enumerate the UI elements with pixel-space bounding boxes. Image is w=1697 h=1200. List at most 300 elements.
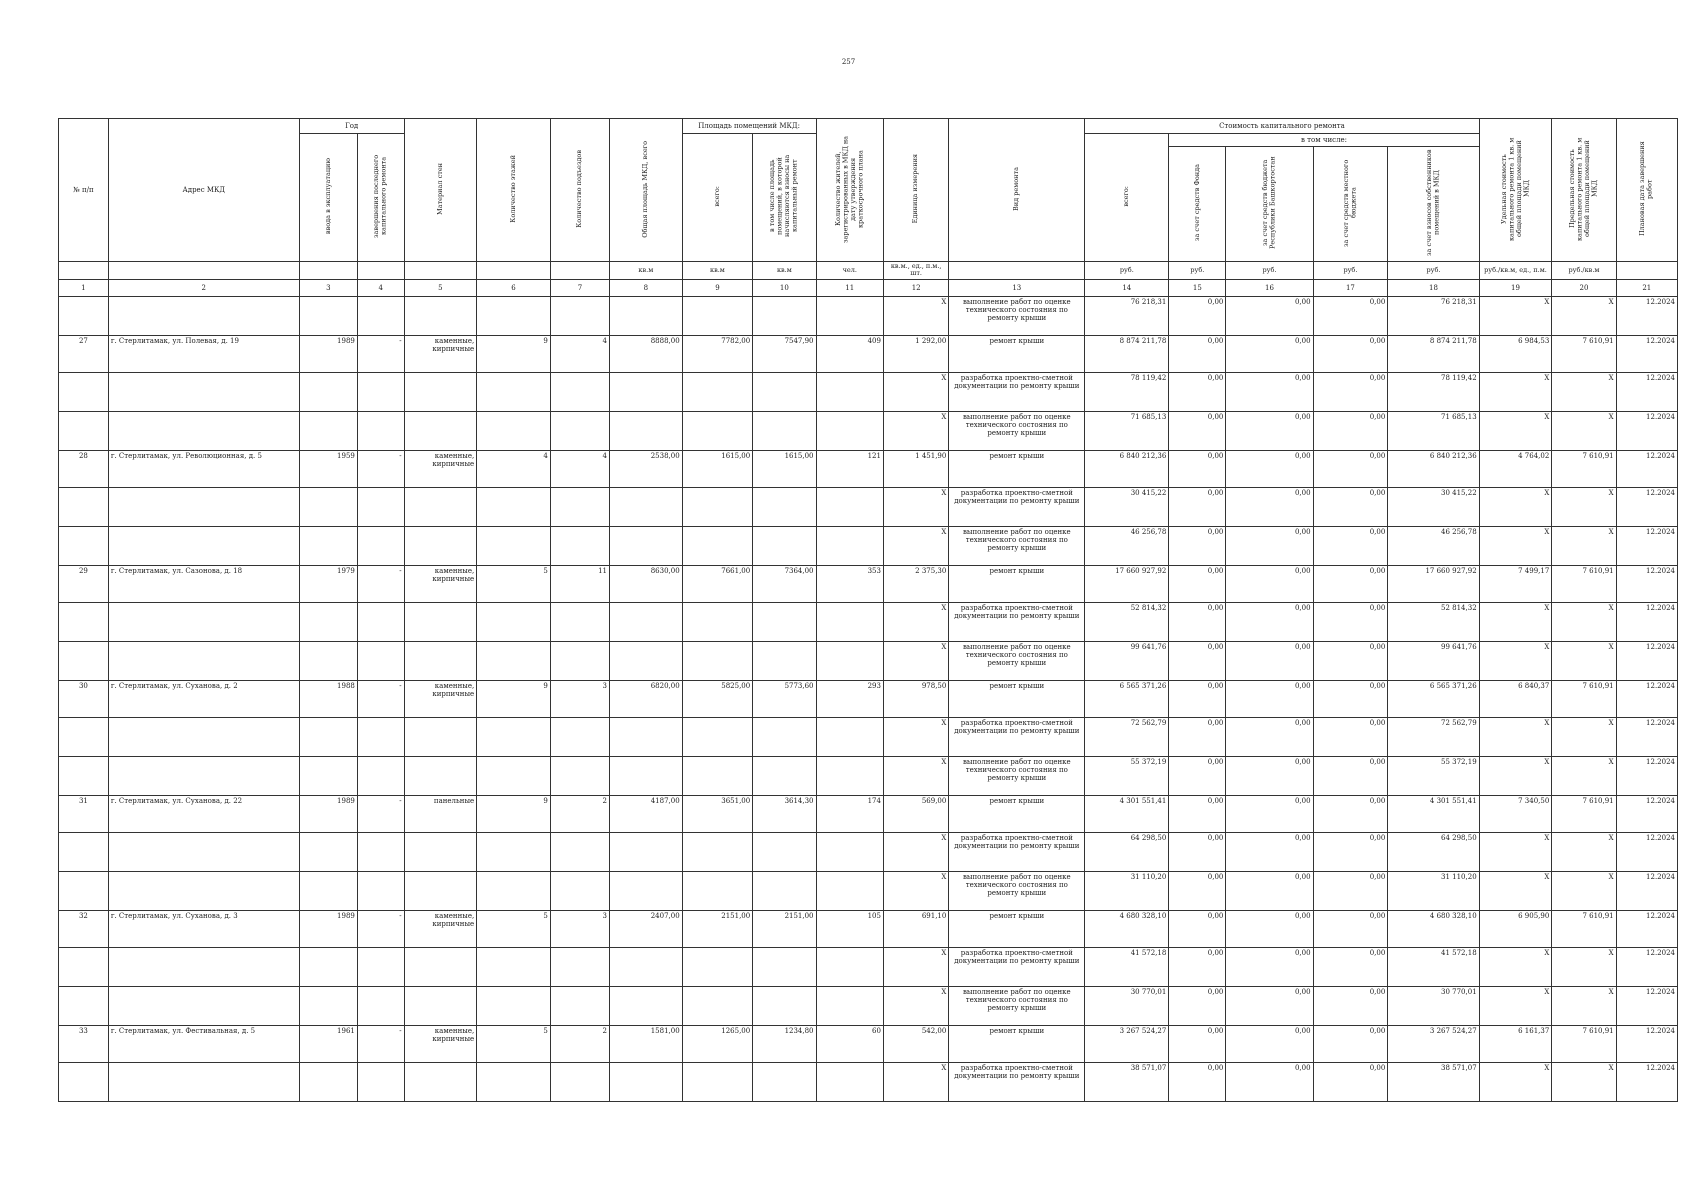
cost-owners-cell: 52 814,32 (1388, 602, 1479, 641)
total-area-cell (610, 411, 683, 450)
unit-volume-cell: X (883, 832, 948, 871)
floors-cell: 5 (477, 1025, 551, 1062)
cost-local-cell: 0,00 (1313, 602, 1388, 641)
cost-republic-cell: 0,00 (1226, 795, 1313, 832)
unit-cost-cell: X (1479, 411, 1552, 450)
floors-cell (477, 487, 551, 526)
cost-local-cell: 0,00 (1313, 910, 1388, 947)
col-local-header: за счет средств местного бюджета (1313, 147, 1388, 262)
plan-date-cell: 12.2024 (1616, 411, 1677, 450)
limit-cost-cell: X (1552, 756, 1616, 795)
col-year-header: Год (299, 119, 404, 134)
plan-date-cell: 12.2024 (1616, 487, 1677, 526)
premises-incl-cell (753, 296, 816, 335)
col-unit-header: Единица измерения (883, 119, 948, 262)
cost-total-cell: 38 571,07 (1085, 1062, 1169, 1101)
year-commission-cell (299, 296, 357, 335)
residents-cell: 105 (816, 910, 883, 947)
row-number-cell: 29 (59, 565, 109, 602)
premises-incl-cell: 1615,00 (753, 450, 816, 487)
cost-total-cell: 4 301 551,41 (1085, 795, 1169, 832)
entrances-cell (550, 526, 609, 565)
residents-cell: 60 (816, 1025, 883, 1062)
unit-cost-cell: X (1479, 526, 1552, 565)
repair-type-cell: выполнение работ по оценке технического состояния по ремонту крыши (949, 411, 1085, 450)
residents-cell: 121 (816, 450, 883, 487)
cost-fund-cell: 0,00 (1169, 411, 1226, 450)
table-row (59, 1025, 1678, 1062)
year-commission-cell (299, 947, 357, 986)
address-cell (108, 296, 299, 335)
cost-total-cell: 72 562,79 (1085, 717, 1169, 756)
unit-volume-cell: X (883, 602, 948, 641)
capital-repair-table (58, 118, 1678, 1102)
cost-total-cell: 64 298,50 (1085, 832, 1169, 871)
total-area-cell (610, 526, 683, 565)
row-number-cell (59, 372, 109, 411)
entrances-cell (550, 1062, 609, 1101)
unit-cost-cell: X (1479, 871, 1552, 910)
entrances-cell: 3 (550, 680, 609, 717)
cost-fund-cell: 0,00 (1169, 947, 1226, 986)
row-number-cell: 31 (59, 795, 109, 832)
floors-cell: 5 (477, 565, 551, 602)
unit-volume-cell: 542,00 (883, 1025, 948, 1062)
col-repair-type-header: Вид ремонта (949, 119, 1085, 262)
floors-cell (477, 871, 551, 910)
col-incl-header: в том числе: (1169, 134, 1479, 147)
premises-area-cell: 3651,00 (682, 795, 753, 832)
year-last-repair-cell (357, 372, 404, 411)
table-row (59, 526, 1678, 565)
year-last-repair-cell (357, 526, 404, 565)
wall-material-cell (404, 602, 477, 641)
cost-owners-cell: 3 267 524,27 (1388, 1025, 1479, 1062)
plan-date-cell: 12.2024 (1616, 526, 1677, 565)
premises-incl-cell (753, 641, 816, 680)
table-row (59, 411, 1678, 450)
unit-cell: кв.м (753, 262, 816, 280)
repair-type-cell: ремонт крыши (949, 565, 1085, 602)
wall-material-cell (404, 986, 477, 1025)
table-row (59, 680, 1678, 717)
entrances-cell (550, 986, 609, 1025)
repair-type-cell: ремонт крыши (949, 1025, 1085, 1062)
floors-cell: 9 (477, 335, 551, 372)
year-commission-cell (299, 1062, 357, 1101)
unit-cost-cell: 6 840,37 (1479, 680, 1552, 717)
col-no-header: № п/п (59, 119, 109, 262)
col-number: 13 (949, 279, 1085, 296)
cost-fund-cell: 0,00 (1169, 795, 1226, 832)
table-row (59, 296, 1678, 335)
wall-material-cell (404, 641, 477, 680)
year-commission-cell (299, 487, 357, 526)
wall-material-cell: каменные, кирпичные (404, 680, 477, 717)
table-header (59, 119, 1678, 297)
cost-fund-cell: 0,00 (1169, 1025, 1226, 1062)
total-area-cell (610, 871, 683, 910)
year-last-repair-cell (357, 871, 404, 910)
floors-cell (477, 602, 551, 641)
premises-area-cell (682, 986, 753, 1025)
year-last-repair-cell (357, 947, 404, 986)
premises-incl-cell (753, 602, 816, 641)
cost-local-cell: 0,00 (1313, 756, 1388, 795)
cost-local-cell: 0,00 (1313, 526, 1388, 565)
row-number-cell: 28 (59, 450, 109, 487)
row-number-cell: 32 (59, 910, 109, 947)
floors-cell (477, 372, 551, 411)
row-number-cell: 27 (59, 335, 109, 372)
premises-area-cell (682, 871, 753, 910)
year-commission-cell: 1988 (299, 680, 357, 717)
cost-republic-cell: 0,00 (1226, 296, 1313, 335)
col-premises-area-header: Площадь помещений МКД: (682, 119, 816, 134)
cost-republic-cell: 0,00 (1226, 487, 1313, 526)
limit-cost-cell: X (1552, 411, 1616, 450)
total-area-cell (610, 1062, 683, 1101)
cost-fund-cell: 0,00 (1169, 910, 1226, 947)
cost-fund-cell: 0,00 (1169, 832, 1226, 871)
premises-incl-cell (753, 1062, 816, 1101)
residents-cell (816, 372, 883, 411)
entrances-cell: 11 (550, 565, 609, 602)
floors-cell (477, 526, 551, 565)
limit-cost-cell: X (1552, 871, 1616, 910)
address-cell (108, 526, 299, 565)
cost-local-cell: 0,00 (1313, 296, 1388, 335)
limit-cost-cell: X (1552, 1062, 1616, 1101)
row-number-cell (59, 296, 109, 335)
unit-cell: кв.м (682, 262, 753, 280)
table-row (59, 871, 1678, 910)
unit-cell: руб. (1226, 262, 1313, 280)
cost-republic-cell: 0,00 (1226, 641, 1313, 680)
cost-local-cell: 0,00 (1313, 1062, 1388, 1101)
repair-type-cell: выполнение работ по оценке технического состояния по ремонту крыши (949, 986, 1085, 1025)
premises-incl-cell: 2151,00 (753, 910, 816, 947)
wall-material-cell (404, 411, 477, 450)
unit-cost-cell: X (1479, 602, 1552, 641)
unit-cost-cell: X (1479, 296, 1552, 335)
residents-cell (816, 986, 883, 1025)
entrances-cell (550, 411, 609, 450)
entrances-cell (550, 296, 609, 335)
limit-cost-cell: X (1552, 487, 1616, 526)
cost-total-cell: 55 372,19 (1085, 756, 1169, 795)
plan-date-cell: 12.2024 (1616, 795, 1677, 832)
limit-cost-cell: X (1552, 947, 1616, 986)
cost-owners-cell: 8 874 211,78 (1388, 335, 1479, 372)
unit-cost-cell: 4 764,02 (1479, 450, 1552, 487)
cost-fund-cell: 0,00 (1169, 450, 1226, 487)
total-area-cell (610, 832, 683, 871)
total-area-cell: 2538,00 (610, 450, 683, 487)
col-fund-header: за счет средств Фонда (1169, 147, 1226, 262)
entrances-cell (550, 832, 609, 871)
cost-total-cell: 8 874 211,78 (1085, 335, 1169, 372)
premises-area-cell: 7782,00 (682, 335, 753, 372)
col-number: 15 (1169, 279, 1226, 296)
repair-type-cell: выполнение работ по оценке технического состояния по ремонту крыши (949, 641, 1085, 680)
address-cell: г. Стерлитамак, ул. Сазонова, д. 18 (108, 565, 299, 602)
col-wall-material-header: Материал стен (404, 119, 477, 262)
plan-date-cell: 12.2024 (1616, 832, 1677, 871)
floors-cell: 5 (477, 910, 551, 947)
cost-fund-cell: 0,00 (1169, 641, 1226, 680)
col-premises-total-header: всего: (682, 134, 753, 262)
cost-owners-cell: 72 562,79 (1388, 717, 1479, 756)
unit-cost-cell: X (1479, 641, 1552, 680)
premises-area-cell: 7661,00 (682, 565, 753, 602)
limit-cost-cell: 7 610,91 (1552, 1025, 1616, 1062)
repair-type-cell: ремонт крыши (949, 910, 1085, 947)
address-cell (108, 487, 299, 526)
year-last-repair-cell (357, 296, 404, 335)
cost-total-cell: 6 840 212,36 (1085, 450, 1169, 487)
residents-cell (816, 832, 883, 871)
premises-incl-cell (753, 832, 816, 871)
year-last-repair-cell: - (357, 450, 404, 487)
cost-fund-cell: 0,00 (1169, 602, 1226, 641)
total-area-cell (610, 602, 683, 641)
cost-owners-cell: 4 680 328,10 (1388, 910, 1479, 947)
wall-material-cell (404, 296, 477, 335)
cost-total-cell: 31 110,20 (1085, 871, 1169, 910)
cost-fund-cell: 0,00 (1169, 871, 1226, 910)
col-plan-date-header: Плановая дата завершения работ (1616, 119, 1677, 262)
cost-local-cell: 0,00 (1313, 641, 1388, 680)
year-last-repair-cell: - (357, 565, 404, 602)
unit-cost-cell: X (1479, 1062, 1552, 1101)
row-number-cell (59, 756, 109, 795)
cost-total-cell: 6 565 371,26 (1085, 680, 1169, 717)
address-cell: г. Стерлитамак, ул. Суханова, д. 22 (108, 795, 299, 832)
plan-date-cell: 12.2024 (1616, 756, 1677, 795)
repair-type-cell: ремонт крыши (949, 680, 1085, 717)
residents-cell: 353 (816, 565, 883, 602)
cost-fund-cell: 0,00 (1169, 296, 1226, 335)
col-number: 5 (404, 279, 477, 296)
wall-material-cell (404, 526, 477, 565)
page-number: 257 (841, 58, 856, 66)
year-last-repair-cell: - (357, 1025, 404, 1062)
total-area-cell: 1581,00 (610, 1025, 683, 1062)
floors-cell: 9 (477, 795, 551, 832)
row-number-cell: 33 (59, 1025, 109, 1062)
table-row (59, 1062, 1678, 1101)
row-number-cell (59, 947, 109, 986)
cost-total-cell: 71 685,13 (1085, 411, 1169, 450)
floors-cell (477, 756, 551, 795)
premises-incl-cell (753, 947, 816, 986)
floors-cell (477, 717, 551, 756)
floors-cell (477, 411, 551, 450)
col-number: 9 (682, 279, 753, 296)
wall-material-cell (404, 947, 477, 986)
premises-area-cell: 1615,00 (682, 450, 753, 487)
wall-material-cell: каменные, кирпичные (404, 565, 477, 602)
cost-fund-cell: 0,00 (1169, 756, 1226, 795)
col-premises-incl-header: в том числе площадь помещений, в которой начисляются взносы на капитальный ремонт (753, 134, 816, 262)
address-cell (108, 641, 299, 680)
col-number: 11 (816, 279, 883, 296)
cost-owners-cell: 31 110,20 (1388, 871, 1479, 910)
cost-local-cell: 0,00 (1313, 335, 1388, 372)
address-cell (108, 411, 299, 450)
residents-cell (816, 1062, 883, 1101)
unit-cell: чел. (816, 262, 883, 280)
col-number: 17 (1313, 279, 1388, 296)
row-number-cell (59, 641, 109, 680)
wall-material-cell (404, 717, 477, 756)
floors-cell: 4 (477, 450, 551, 487)
table-body (59, 296, 1678, 1101)
unit-volume-cell: 1 292,00 (883, 335, 948, 372)
col-republic-header: за счет средств бюджета Республики Башкортостан (1226, 147, 1313, 262)
unit-volume-cell: X (883, 526, 948, 565)
floors-cell (477, 1062, 551, 1101)
unit-cost-cell: X (1479, 487, 1552, 526)
unit-cell: руб./кв.м (1552, 262, 1616, 280)
col-total-area-header: Общая площадь МКД, всего (610, 119, 683, 262)
residents-cell: 293 (816, 680, 883, 717)
limit-cost-cell: X (1552, 986, 1616, 1025)
cost-republic-cell: 0,00 (1226, 832, 1313, 871)
col-number: 18 (1388, 279, 1479, 296)
limit-cost-cell: X (1552, 602, 1616, 641)
cost-republic-cell: 0,00 (1226, 1025, 1313, 1062)
cost-republic-cell: 0,00 (1226, 372, 1313, 411)
repair-type-cell: разработка проектно-сметной документации по ремонту крыши (949, 602, 1085, 641)
address-cell (108, 947, 299, 986)
unit-cell: кв.м (610, 262, 683, 280)
unit-cost-cell: 7 499,17 (1479, 565, 1552, 602)
premises-incl-cell (753, 871, 816, 910)
cost-owners-cell: 38 571,07 (1388, 1062, 1479, 1101)
address-cell: г. Стерлитамак, ул. Суханова, д. 3 (108, 910, 299, 947)
limit-cost-cell: 7 610,91 (1552, 795, 1616, 832)
premises-incl-cell (753, 411, 816, 450)
col-number: 2 (108, 279, 299, 296)
address-cell (108, 372, 299, 411)
cost-total-cell: 78 119,42 (1085, 372, 1169, 411)
unit-volume-cell: X (883, 411, 948, 450)
col-residents-header: Количество жителей, зарегистрированных в МКД на дату утверждения краткосрочного плана (816, 119, 883, 262)
address-cell (108, 602, 299, 641)
col-year-last-repair-header: завершения последнего капитального ремонта (357, 134, 404, 262)
premises-area-cell (682, 947, 753, 986)
unit-volume-cell: X (883, 641, 948, 680)
cost-owners-cell: 76 218,31 (1388, 296, 1479, 335)
cost-republic-cell: 0,00 (1226, 1062, 1313, 1101)
year-commission-cell (299, 871, 357, 910)
cost-total-cell: 17 660 927,92 (1085, 565, 1169, 602)
cost-total-cell: 46 256,78 (1085, 526, 1169, 565)
residents-cell (816, 947, 883, 986)
cost-total-cell: 30 415,22 (1085, 487, 1169, 526)
unit-volume-cell: X (883, 871, 948, 910)
address-cell: г. Стерлитамак, ул. Суханова, д. 2 (108, 680, 299, 717)
plan-date-cell: 12.2024 (1616, 947, 1677, 986)
residents-cell (816, 756, 883, 795)
cost-owners-cell: 30 415,22 (1388, 487, 1479, 526)
col-number: 20 (1552, 279, 1616, 296)
address-cell: г. Стерлитамак, ул. Полевая, д. 19 (108, 335, 299, 372)
year-commission-cell (299, 986, 357, 1025)
unit-cell: руб. (1085, 262, 1169, 280)
unit-cell: руб. (1169, 262, 1226, 280)
premises-area-cell (682, 1062, 753, 1101)
row-number-cell (59, 832, 109, 871)
col-number: 10 (753, 279, 816, 296)
year-commission-cell: 1989 (299, 910, 357, 947)
unit-volume-cell: X (883, 717, 948, 756)
col-number: 6 (477, 279, 551, 296)
cost-total-cell: 76 218,31 (1085, 296, 1169, 335)
col-owners-header: за счет взносов собственников помещений в МКД (1388, 147, 1479, 262)
row-number-cell (59, 487, 109, 526)
cost-fund-cell: 0,00 (1169, 1062, 1226, 1101)
limit-cost-cell: X (1552, 526, 1616, 565)
unit-cost-cell: 7 340,50 (1479, 795, 1552, 832)
unit-cost-cell: X (1479, 756, 1552, 795)
total-area-cell: 8630,00 (610, 565, 683, 602)
unit-volume-cell: 1 451,90 (883, 450, 948, 487)
total-area-cell: 2407,00 (610, 910, 683, 947)
wall-material-cell (404, 756, 477, 795)
year-last-repair-cell (357, 411, 404, 450)
cost-total-cell: 99 641,76 (1085, 641, 1169, 680)
entrances-cell: 2 (550, 1025, 609, 1062)
col-cost-total-header: всего: (1085, 134, 1169, 262)
residents-cell (816, 641, 883, 680)
premises-area-cell (682, 756, 753, 795)
premises-area-cell (682, 411, 753, 450)
repair-type-cell: разработка проектно-сметной документации по ремонту крыши (949, 372, 1085, 411)
unit-cost-cell: 6 161,37 (1479, 1025, 1552, 1062)
wall-material-cell (404, 871, 477, 910)
year-commission-cell (299, 717, 357, 756)
unit-volume-cell: X (883, 756, 948, 795)
limit-cost-cell: X (1552, 717, 1616, 756)
premises-area-cell: 1265,00 (682, 1025, 753, 1062)
cost-local-cell: 0,00 (1313, 947, 1388, 986)
total-area-cell (610, 717, 683, 756)
premises-incl-cell: 3614,30 (753, 795, 816, 832)
floors-cell (477, 986, 551, 1025)
repair-type-cell: выполнение работ по оценке технического состояния по ремонту крыши (949, 871, 1085, 910)
cost-owners-cell: 6 840 212,36 (1388, 450, 1479, 487)
total-area-cell (610, 986, 683, 1025)
repair-type-cell: выполнение работ по оценке технического состояния по ремонту крыши (949, 526, 1085, 565)
col-number: 8 (610, 279, 683, 296)
premises-area-cell (682, 487, 753, 526)
year-commission-cell (299, 602, 357, 641)
unit-volume-cell: 569,00 (883, 795, 948, 832)
year-last-repair-cell (357, 756, 404, 795)
cost-owners-cell: 55 372,19 (1388, 756, 1479, 795)
cost-owners-cell: 17 660 927,92 (1388, 565, 1479, 602)
year-last-repair-cell (357, 986, 404, 1025)
entrances-cell: 4 (550, 335, 609, 372)
total-area-cell (610, 296, 683, 335)
col-number: 16 (1226, 279, 1313, 296)
wall-material-cell: панельные (404, 795, 477, 832)
cost-fund-cell: 0,00 (1169, 372, 1226, 411)
plan-date-cell: 12.2024 (1616, 565, 1677, 602)
